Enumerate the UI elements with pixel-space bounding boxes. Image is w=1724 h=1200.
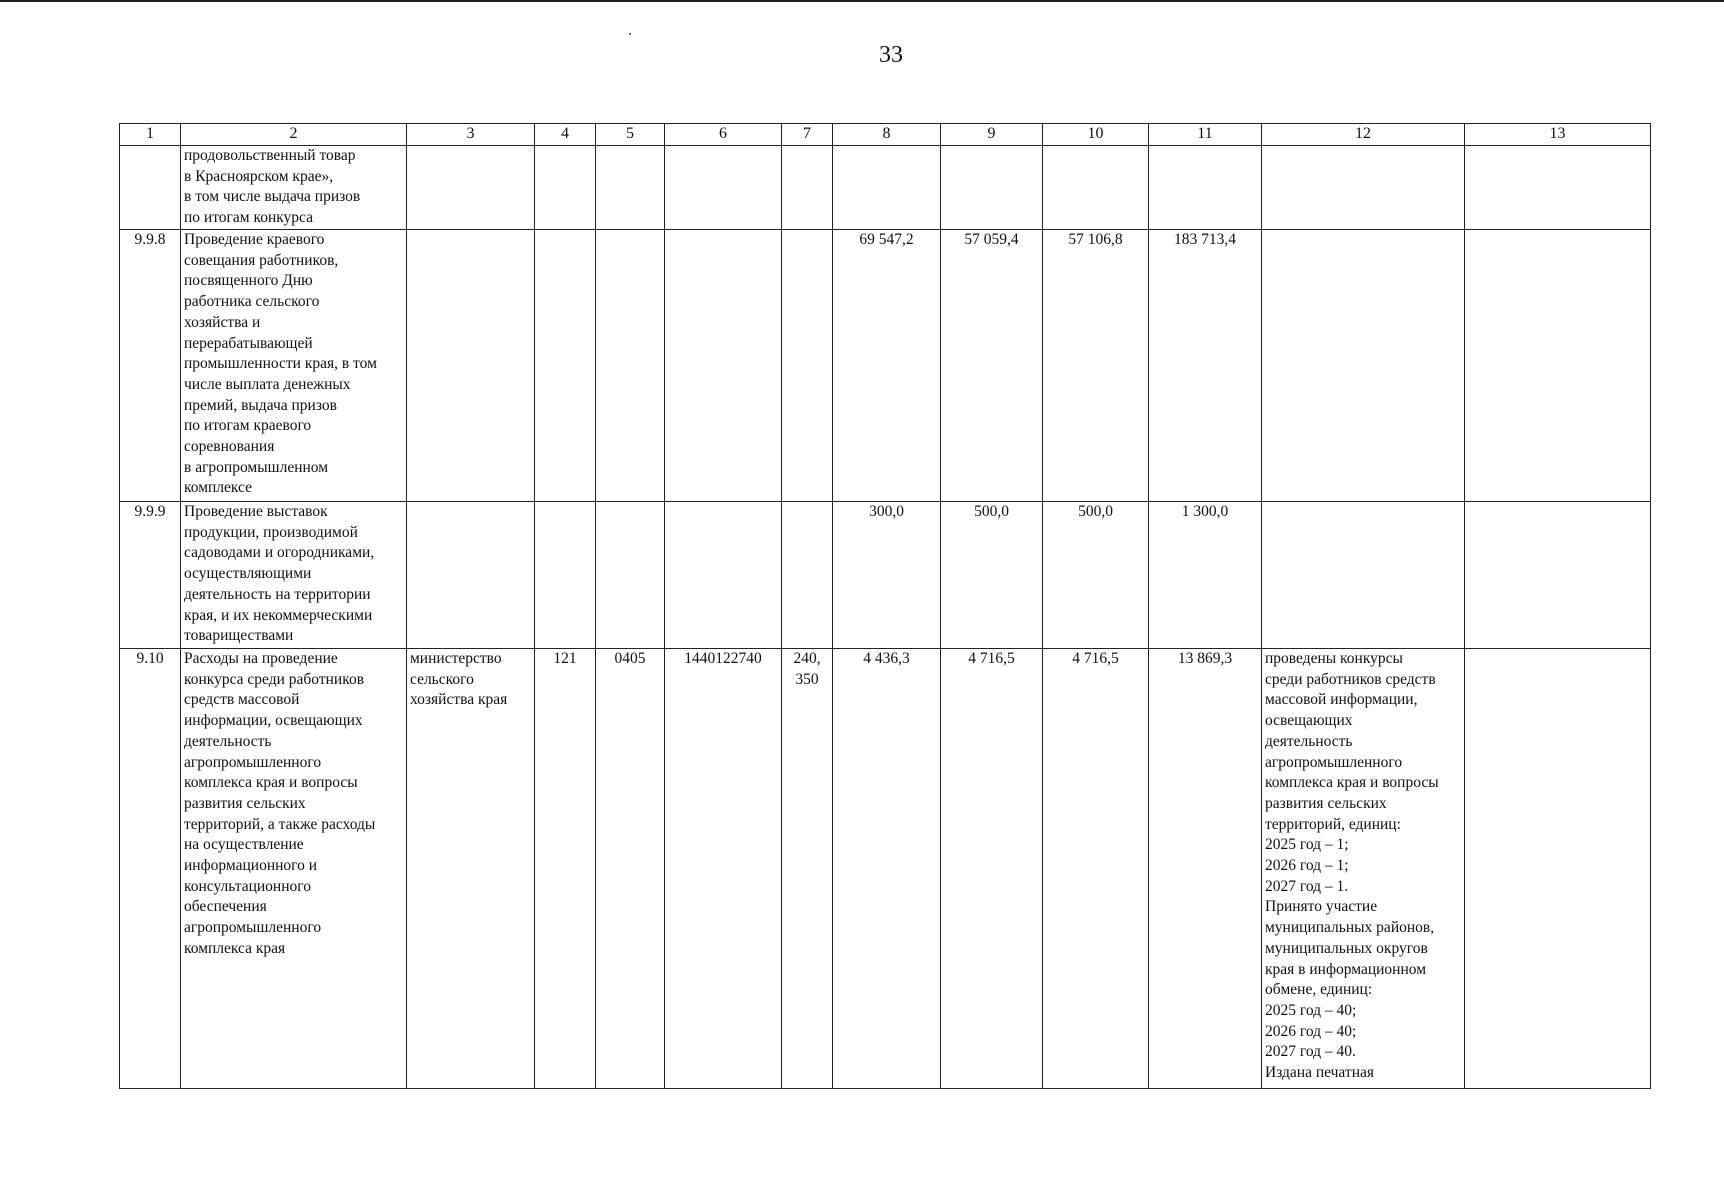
- expected-result: проведены конкурсы среди работников средств массовой информации, освещающих деятельность агропромышленного комплекса края и вопросы развития сельских территорий, единиц: 2025 год – 1; 2026 год – 1; 2027 год – 1. Принято участие муниципальных районов, муниципальных округов края в информационном обмене, единиц: 2025 год – 40; 2026 год – 40; 2027 год – 40. Издана печатная: [1262, 649, 1465, 1089]
- code-cell: [782, 502, 833, 649]
- code-cell: 1440122740: [665, 649, 782, 1089]
- table-row: [120, 649, 1651, 1089]
- amount-cell: 13 869,3: [1149, 649, 1262, 1089]
- column-header: 4: [535, 124, 596, 146]
- amount-cell: 183 713,4: [1149, 230, 1262, 502]
- column-header: 5: [596, 124, 665, 146]
- row-number: 9.9.8: [120, 230, 181, 502]
- column-header: 6: [665, 124, 782, 146]
- row-number: 9.10: [120, 649, 181, 1089]
- amount-cell: 300,0: [833, 502, 941, 649]
- executor: [407, 502, 535, 649]
- column-header: 10: [1043, 124, 1149, 146]
- empty-cell: [1465, 230, 1651, 502]
- top-border-line: [0, 0, 1724, 2]
- amount-cell: 4 436,3: [833, 649, 941, 1089]
- table-row: [120, 502, 1651, 649]
- executor: [407, 146, 535, 230]
- code-cell: [596, 146, 665, 230]
- table-header-row: [120, 124, 1651, 146]
- scan-speck: [629, 33, 631, 35]
- amount-cell: [1149, 146, 1262, 230]
- amount-cell: 57 059,4: [941, 230, 1043, 502]
- row-number: [120, 146, 181, 230]
- code-cell: 240, 350: [782, 649, 833, 1089]
- table-row: [120, 230, 1651, 502]
- amount-cell: 57 106,8: [1043, 230, 1149, 502]
- amount-cell: 1 300,0: [1149, 502, 1262, 649]
- code-cell: [535, 146, 596, 230]
- page-number: 33: [879, 42, 903, 68]
- code-cell: [782, 230, 833, 502]
- code-cell: [535, 230, 596, 502]
- amount-cell: [1043, 146, 1149, 230]
- code-cell: 121: [535, 649, 596, 1089]
- column-header: 12: [1262, 124, 1465, 146]
- code-cell: [535, 502, 596, 649]
- column-header: 7: [782, 124, 833, 146]
- column-header: 11: [1149, 124, 1262, 146]
- empty-cell: [1465, 649, 1651, 1089]
- amount-cell: 500,0: [941, 502, 1043, 649]
- column-header: 13: [1465, 124, 1651, 146]
- amount-cell: 4 716,5: [941, 649, 1043, 1089]
- row-number: 9.9.9: [120, 502, 181, 649]
- code-cell: [782, 146, 833, 230]
- column-header: 9: [941, 124, 1043, 146]
- table-row: [120, 146, 1651, 230]
- amount-cell: [833, 146, 941, 230]
- column-header: 3: [407, 124, 535, 146]
- activity-name: Проведение выставок продукции, производимой садоводами и огородниками, осуществляющими деятельность на территории края, и их некоммерческими товариществами: [181, 502, 407, 649]
- expected-result: [1262, 146, 1465, 230]
- executor: министерство сельского хозяйства края: [407, 649, 535, 1089]
- activity-name: продовольственный товар в Красноярском крае», в том числе выдача призов по итогам конкурса: [181, 146, 407, 230]
- code-cell: [665, 230, 782, 502]
- activity-name: Проведение краевого совещания работников, посвященного Дню работника сельского хозяйства и перерабатывающей промышленности края, в том числе выплата денежных премий, выдача призов по итогам краевого соревнования в агропромышленном комплексе: [181, 230, 407, 502]
- empty-cell: [1465, 146, 1651, 230]
- empty-cell: [1465, 502, 1651, 649]
- code-cell: [596, 502, 665, 649]
- amount-cell: 500,0: [1043, 502, 1149, 649]
- amount-cell: 4 716,5: [1043, 649, 1149, 1089]
- column-header: 1: [120, 124, 181, 146]
- expected-result: [1262, 502, 1465, 649]
- amount-cell: 69 547,2: [833, 230, 941, 502]
- code-cell: 0405: [596, 649, 665, 1089]
- amount-cell: [941, 146, 1043, 230]
- code-cell: [665, 146, 782, 230]
- expected-result: [1262, 230, 1465, 502]
- code-cell: [596, 230, 665, 502]
- code-cell: [665, 502, 782, 649]
- activity-name: Расходы на проведение конкурса среди работников средств массовой информации, освещающих деятельность агропромышленного комплекса края и вопросы развития сельских территорий, а также расходы на осуществление информационного и консультационного обеспечения агропромышленного комплекса края: [181, 649, 407, 1089]
- executor: [407, 230, 535, 502]
- column-header: 2: [181, 124, 407, 146]
- column-header: 8: [833, 124, 941, 146]
- budget-table: [119, 123, 1651, 1089]
